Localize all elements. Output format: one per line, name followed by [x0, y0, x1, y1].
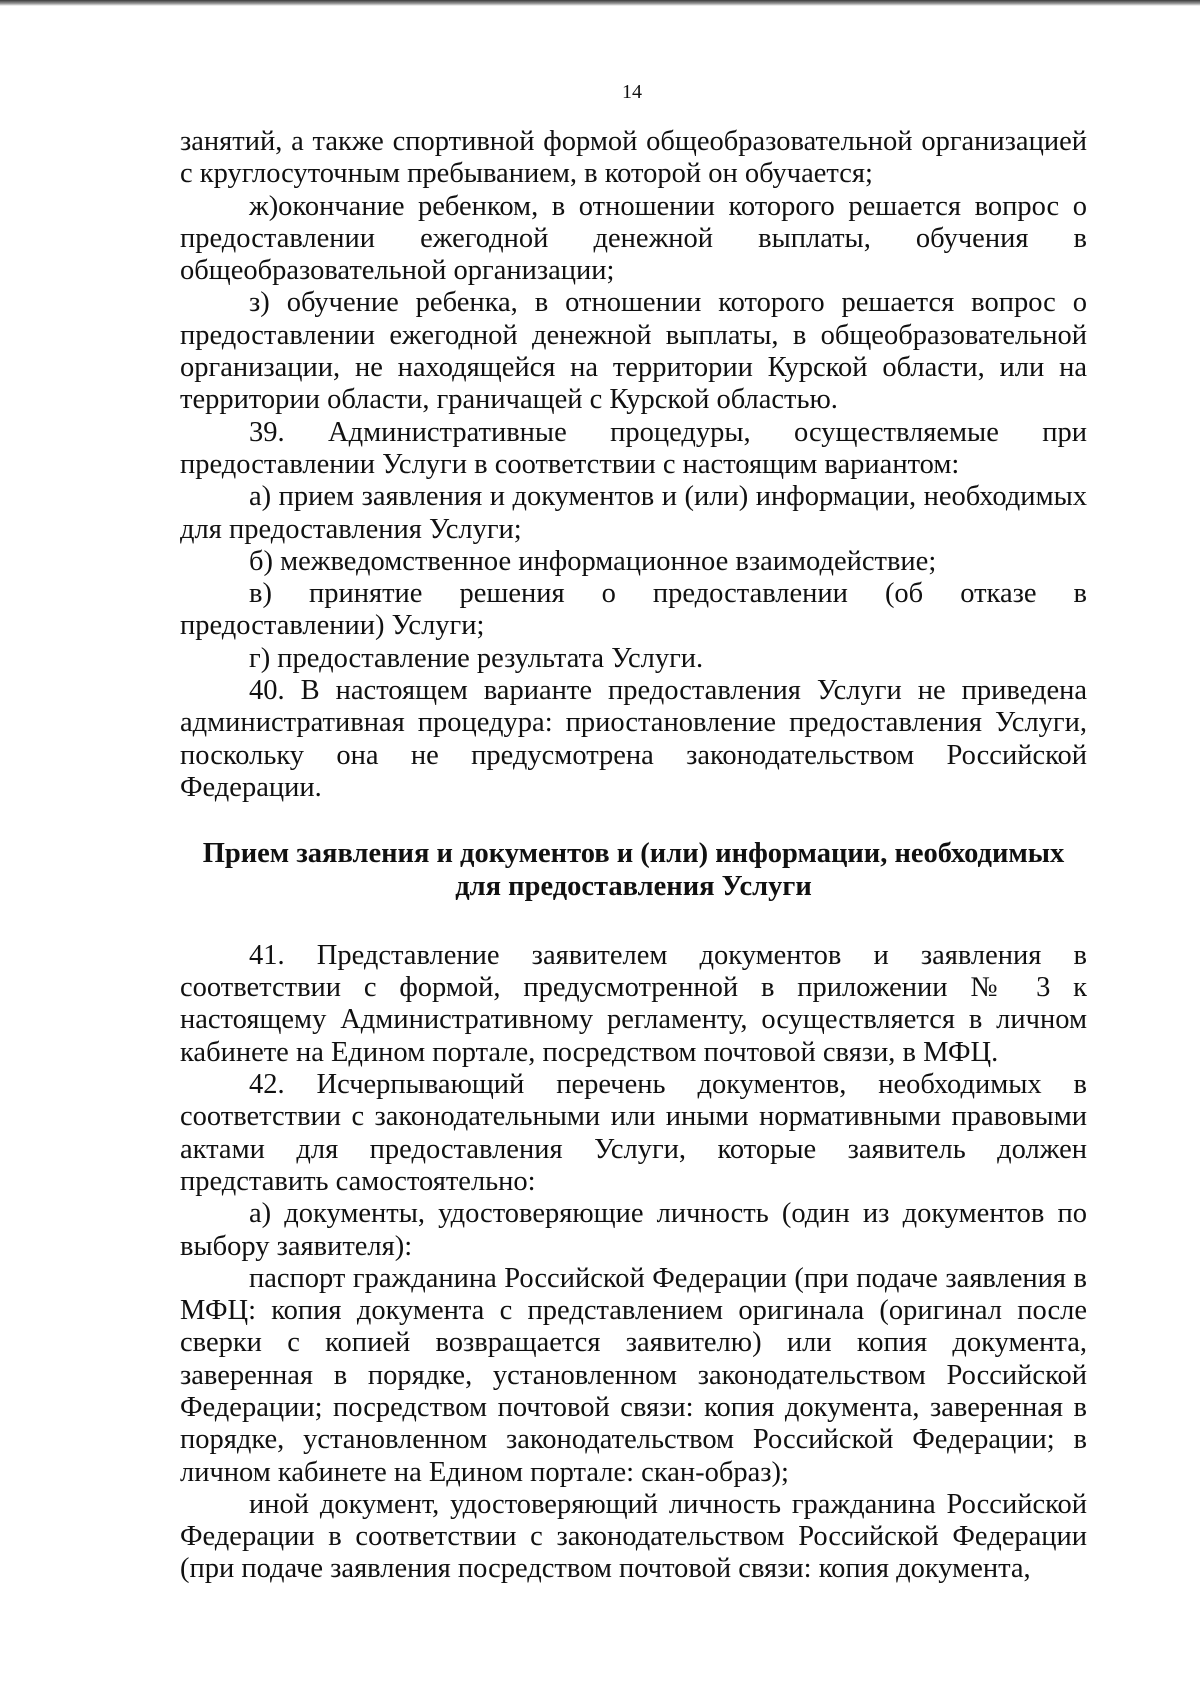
paragraph: 40. В настоящем варианте предоставления Услуги не приведена административная процедура: приостановление предоставления Услуги, поскольку она не предусмотрена законодательством Российской Федерации.: [180, 675, 1087, 803]
paragraph: в) принятие решения о предоставлении (об отказе в предоставлении) Услуги;: [180, 578, 1087, 642]
paragraph: 39. Административные процедуры, осуществляемые при предоставлении Услуги в соответствии с настоящим вариантом:: [180, 416, 1087, 480]
paragraph: занятий, а также спортивной формой общеобразовательной организацией с круглосуточным пребыванием, в которой он обучается;: [180, 126, 1087, 190]
paragraph: б) межведомственное информационное взаимодействие;: [249, 545, 937, 577]
page-number: 14: [622, 81, 642, 103]
section-heading: Прием заявления и документов и (или) информации, необходимых для предоставления Услуги: [202, 838, 1065, 902]
document-body: [180, 126, 1087, 1586]
paragraph: паспорт гражданина Российской Федерации (при подаче заявления в МФЦ: копия документа с представлением оригинала (оригинал после сверки с копией возвращается заявителю) или копия документа, заверенная в порядке, установленном законодательством Российской Федерации; посредством почтовой связи: копия документа, заверенная в порядке, установленном законодательством Российской Федерации; в личном кабинете на Едином портале: скан-образ);: [180, 1262, 1087, 1488]
paragraph: 42. Исчерпывающий перечень документов, необходимых в соответствии с законодательными или иными нормативными правовыми актами для предоставления Услуги, которые заявитель должен представить самостоятельно:: [180, 1069, 1087, 1197]
paragraph: 41. Представление заявителем документов и заявления в соответствии с формой, предусмотренной в приложении № 3 к настоящему Административному регламенту, осуществляется в личном кабинете на Едином портале, посредством почтовой связи, в МФЦ.: [180, 939, 1087, 1068]
paragraph: з) обучение ребенка, в отношении которого решается вопрос о предоставлении ежегодной денежной выплаты, в общеобразовательной организации, не находящейся на территории Курской области, или на территории области, граничащей с Курской областью.: [180, 287, 1087, 416]
paragraph: а) документы, удостоверяющие личность (один из документов по выбору заявителя):: [180, 1198, 1087, 1262]
scan-top-edge: [0, 0, 1200, 6]
paragraph: ж)окончание ребенком, в отношении которого решается вопрос о предоставлении ежегодной денежной выплаты, обучения в общеобразовательной организации;: [180, 190, 1087, 287]
paragraph: а) прием заявления и документов и (или) информации, необходимых для предоставления Услуги;: [180, 481, 1087, 545]
paragraph: иной документ, удостоверяющий личность гражданина Российской Федерации в соответствии с законодательством Российской Федерации (при подаче заявления посредством почтовой связи: копия документа,: [180, 1488, 1087, 1585]
paragraph: г) предоставление результата Услуги.: [249, 642, 704, 674]
